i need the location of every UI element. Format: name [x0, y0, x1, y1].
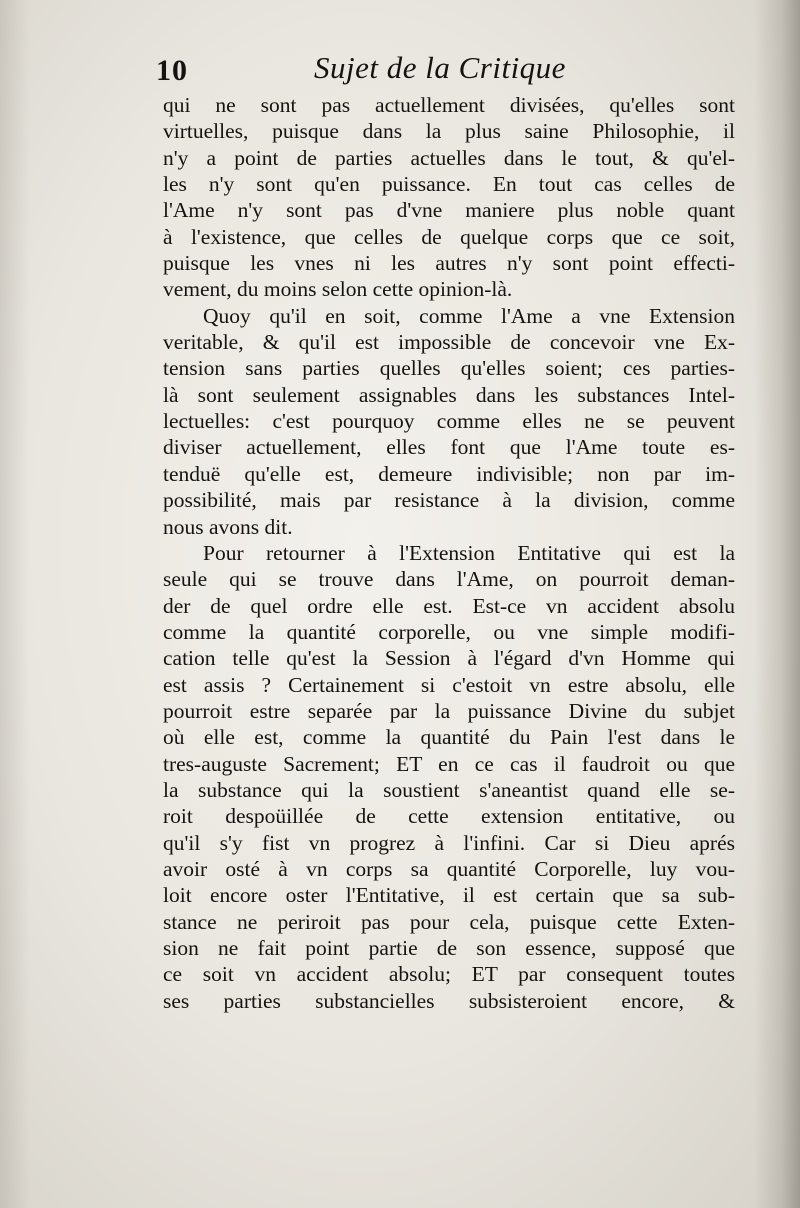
text-line: stance ne periroit pas pour cela, puisque cette Exten- — [163, 909, 735, 934]
text-line: tension sans parties quelles qu'elles soient; ces parties- — [163, 356, 735, 381]
text-line: der de quel ordre elle est. Est-ce vn accident absolu — [163, 593, 735, 618]
body-text — [163, 92, 735, 1014]
text-line: à l'existence, que celles de quelque corps que ce soit, — [163, 224, 735, 249]
page-edge-shadow — [0, 0, 30, 1208]
text-line: avoir osté à vn corps sa quantité Corporelle, luy vou- — [163, 856, 735, 881]
text-line: cation telle qu'est la Session à l'égard d'vn Homme qui — [163, 646, 735, 671]
text-line: n'y a point de parties actuelles dans le tout, & qu'el- — [163, 145, 735, 170]
text-line: virtuelles, puisque dans la plus saine Philosophie, il — [163, 119, 735, 144]
page-header — [156, 50, 596, 90]
text-line: diviser actuellement, elles font que l'Ame toute es- — [163, 435, 735, 460]
text-line: où elle est, comme la quantité du Pain l'est dans le — [163, 725, 735, 750]
running-title: Sujet de la Critique — [314, 50, 566, 85]
page-number: 10 — [156, 54, 188, 87]
text-line: comme la quantité corporelle, ou vne simple modifi- — [163, 619, 735, 644]
text-line: vement, du moins selon cette opinion-là. — [163, 277, 513, 302]
text-line: lectuelles: c'est pourquoy comme elles ne se peuvent — [163, 409, 735, 434]
text-line: ses parties substancielles subsisteroient encore, & — [163, 988, 735, 1013]
text-line: qu'il s'y fist vn progrez à l'infini. Car si Dieu aprés — [163, 830, 735, 855]
text-line: veritable, & qu'il est impossible de concevoir vne Ex- — [163, 330, 735, 355]
text-line: qui ne sont pas actuellement divisées, qu'elles sont — [163, 93, 735, 117]
text-line: seule qui se trouve dans l'Ame, on pourroit deman- — [163, 567, 735, 592]
text-line: puisque les vnes ni les autres n'y sont point effecti- — [163, 251, 735, 276]
text-line: est assis ? Certainement si c'estoit vn estre absolu, elle — [163, 672, 735, 697]
text-line: ce soit vn accident absolu; ET par consequent toutes — [163, 962, 735, 987]
text-line: Pour retourner à l'Extension Entitative qui est la — [203, 540, 735, 565]
text-line: sion ne fait point partie de son essence, supposé que — [163, 936, 735, 960]
text-line: la substance qui la soustient s'aneantist quand elle se- — [163, 777, 735, 802]
text-line: l'Ame n'y sont pas d'vne maniere plus noble quant — [163, 198, 735, 223]
text-line: là sont seulement assignables dans les substances Intel- — [163, 382, 735, 407]
text-line: possibilité, mais par resistance à la division, comme — [163, 488, 735, 513]
text-line: tenduë qu'elle est, demeure indivisible; non par im- — [163, 461, 735, 486]
text-line: Quoy qu'il en soit, comme l'Ame a vne Extension — [203, 303, 735, 328]
text-line: pourroit estre separée par la puissance Divine du subjet — [163, 698, 735, 723]
text-line: nous avons dit. — [163, 514, 293, 539]
text-line: loit encore oster l'Entitative, il est certain que sa sub- — [163, 883, 735, 908]
text-line: roit despoüillée de cette extension entitative, ou — [163, 804, 735, 829]
page-gutter-shadow — [754, 0, 800, 1208]
text-line: tres-auguste Sacrement; ET en ce cas il faudroit ou que — [163, 751, 735, 776]
text-line: les n'y sont qu'en puissance. En tout cas celles de — [163, 172, 735, 197]
